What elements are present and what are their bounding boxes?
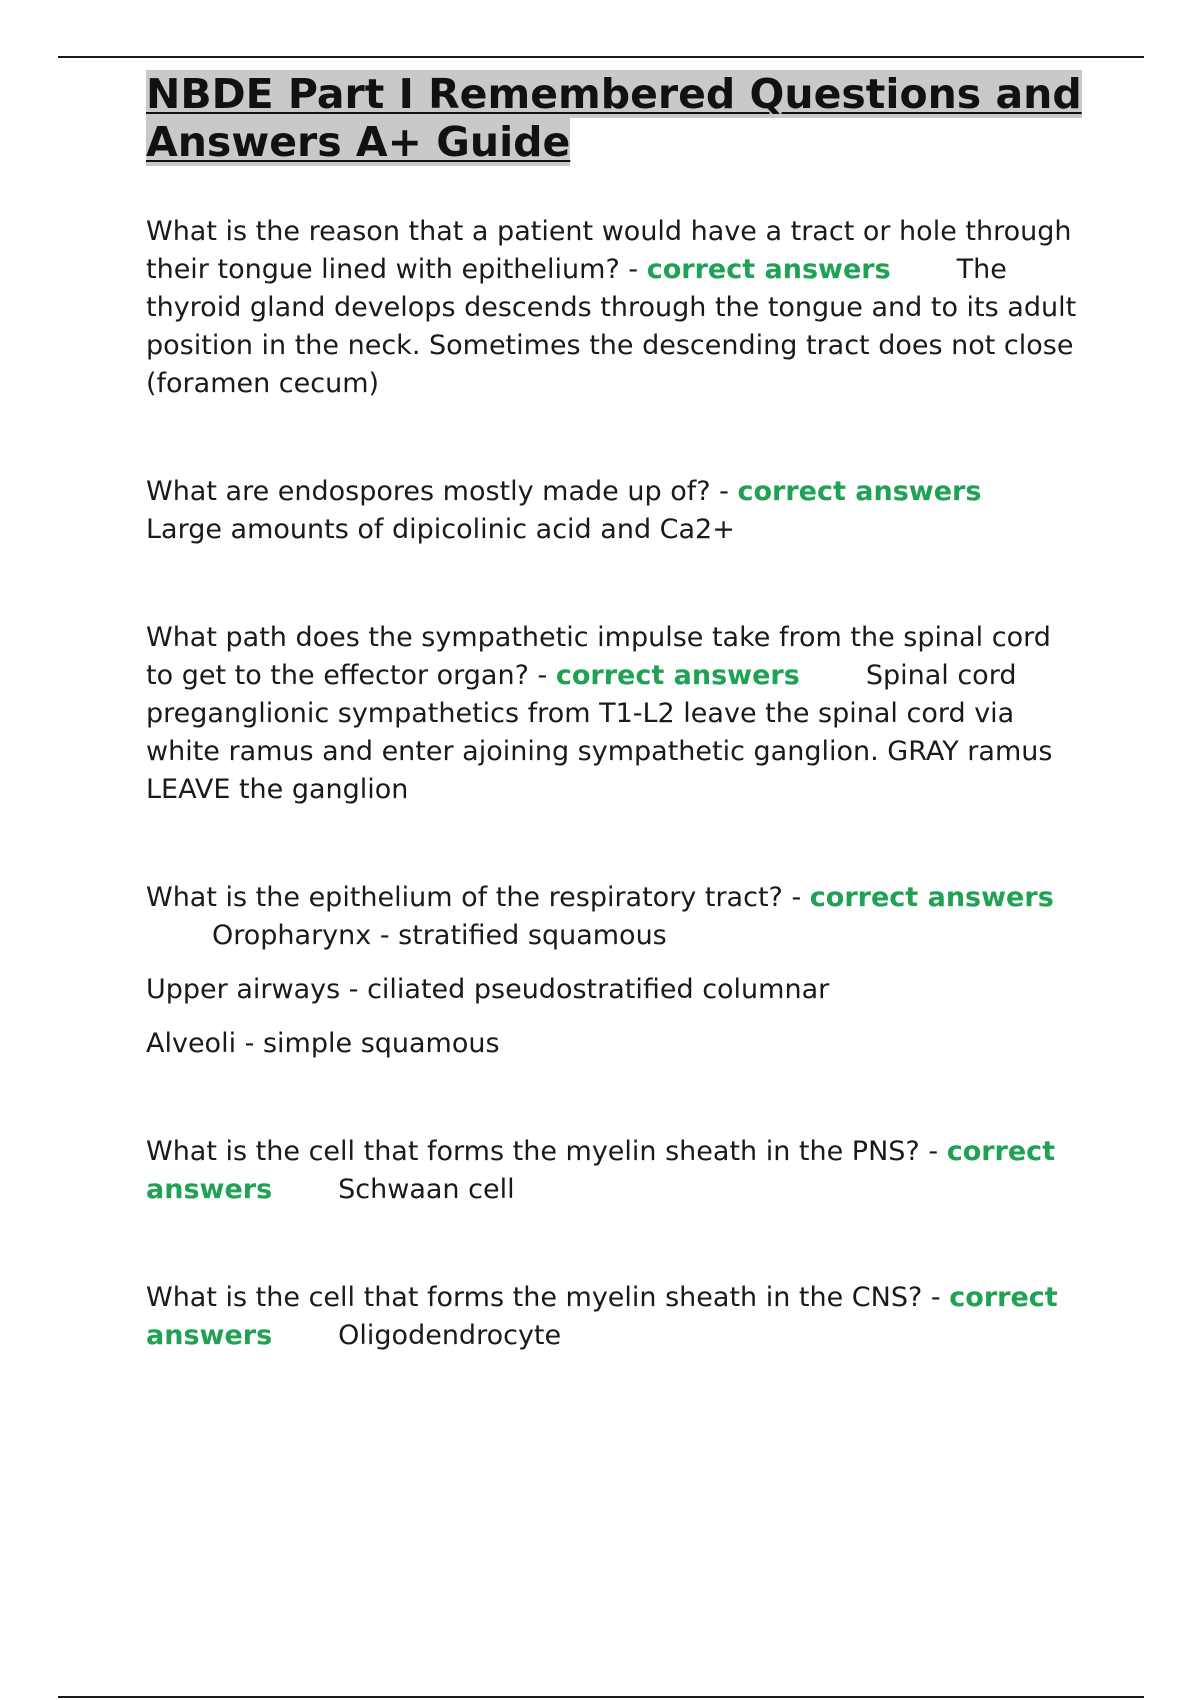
answer-text: Oligodendrocyte bbox=[338, 1320, 562, 1351]
answer-label: correct answers bbox=[555, 660, 800, 691]
separator: - bbox=[619, 254, 647, 285]
qa-item bbox=[146, 1279, 1086, 1355]
qa-item bbox=[146, 213, 1086, 403]
separator: - bbox=[919, 1136, 947, 1167]
qa-item bbox=[146, 1133, 1086, 1209]
question-text: What is the epithelium of the respiratory tract? bbox=[146, 882, 783, 913]
answer-label: correct answers bbox=[809, 882, 1054, 913]
qa-item bbox=[146, 619, 1086, 809]
separator: - bbox=[782, 882, 810, 913]
answer-label: correct answers bbox=[737, 476, 982, 507]
question-text: What is the cell that forms the myelin sheath in the PNS? bbox=[146, 1136, 920, 1167]
top-rule bbox=[58, 56, 1144, 58]
answer-text: Oropharynx - stratified squamous bbox=[212, 920, 667, 951]
answer-extra-line: Upper airways - ciliated pseudostratified columnar bbox=[146, 974, 830, 1005]
answer-text: Spinal cord preganglionic sympathetics from T1-L2 leave the spinal cord via white ramus and enter ajoining sympathetic ganglion. GRAY ramus LEAVE the ganglion bbox=[146, 660, 1053, 805]
answer-label: correct answers bbox=[146, 1282, 1058, 1351]
question-text: What is the cell that forms the myelin sheath in the CNS? bbox=[146, 1282, 923, 1313]
answer-label: correct answers bbox=[146, 1136, 1056, 1205]
answer-label: correct answers bbox=[646, 254, 891, 285]
separator: - bbox=[528, 660, 556, 691]
document-body bbox=[146, 70, 1086, 1355]
answer-text: The thyroid gland develops descends through the tongue and to its adult position in the neck. Sometimes the descending tract does not close (foramen cecum) bbox=[146, 254, 1077, 399]
page-title bbox=[146, 70, 1086, 166]
separator: - bbox=[710, 476, 738, 507]
answer-text: Large amounts of dipicolinic acid and Ca2+ bbox=[146, 514, 735, 545]
question-text: What path does the sympathetic impulse take from the spinal cord to get to the effector organ? bbox=[146, 622, 1051, 691]
question-text: What are endospores mostly made up of? bbox=[146, 476, 711, 507]
qa-item bbox=[146, 473, 1086, 549]
bottom-rule bbox=[58, 1696, 1144, 1698]
question-text: What is the reason that a patient would have a tract or hole through their tongue lined with epithelium? bbox=[146, 216, 1072, 285]
title-text: NBDE Part I Remembered Questions and Answers A+ Guide bbox=[146, 70, 1082, 166]
qa-item bbox=[146, 879, 1086, 955]
separator: - bbox=[922, 1282, 950, 1313]
answer-text: Schwaan cell bbox=[338, 1174, 515, 1205]
answer-extra-line: Alveoli - simple squamous bbox=[146, 1028, 500, 1059]
